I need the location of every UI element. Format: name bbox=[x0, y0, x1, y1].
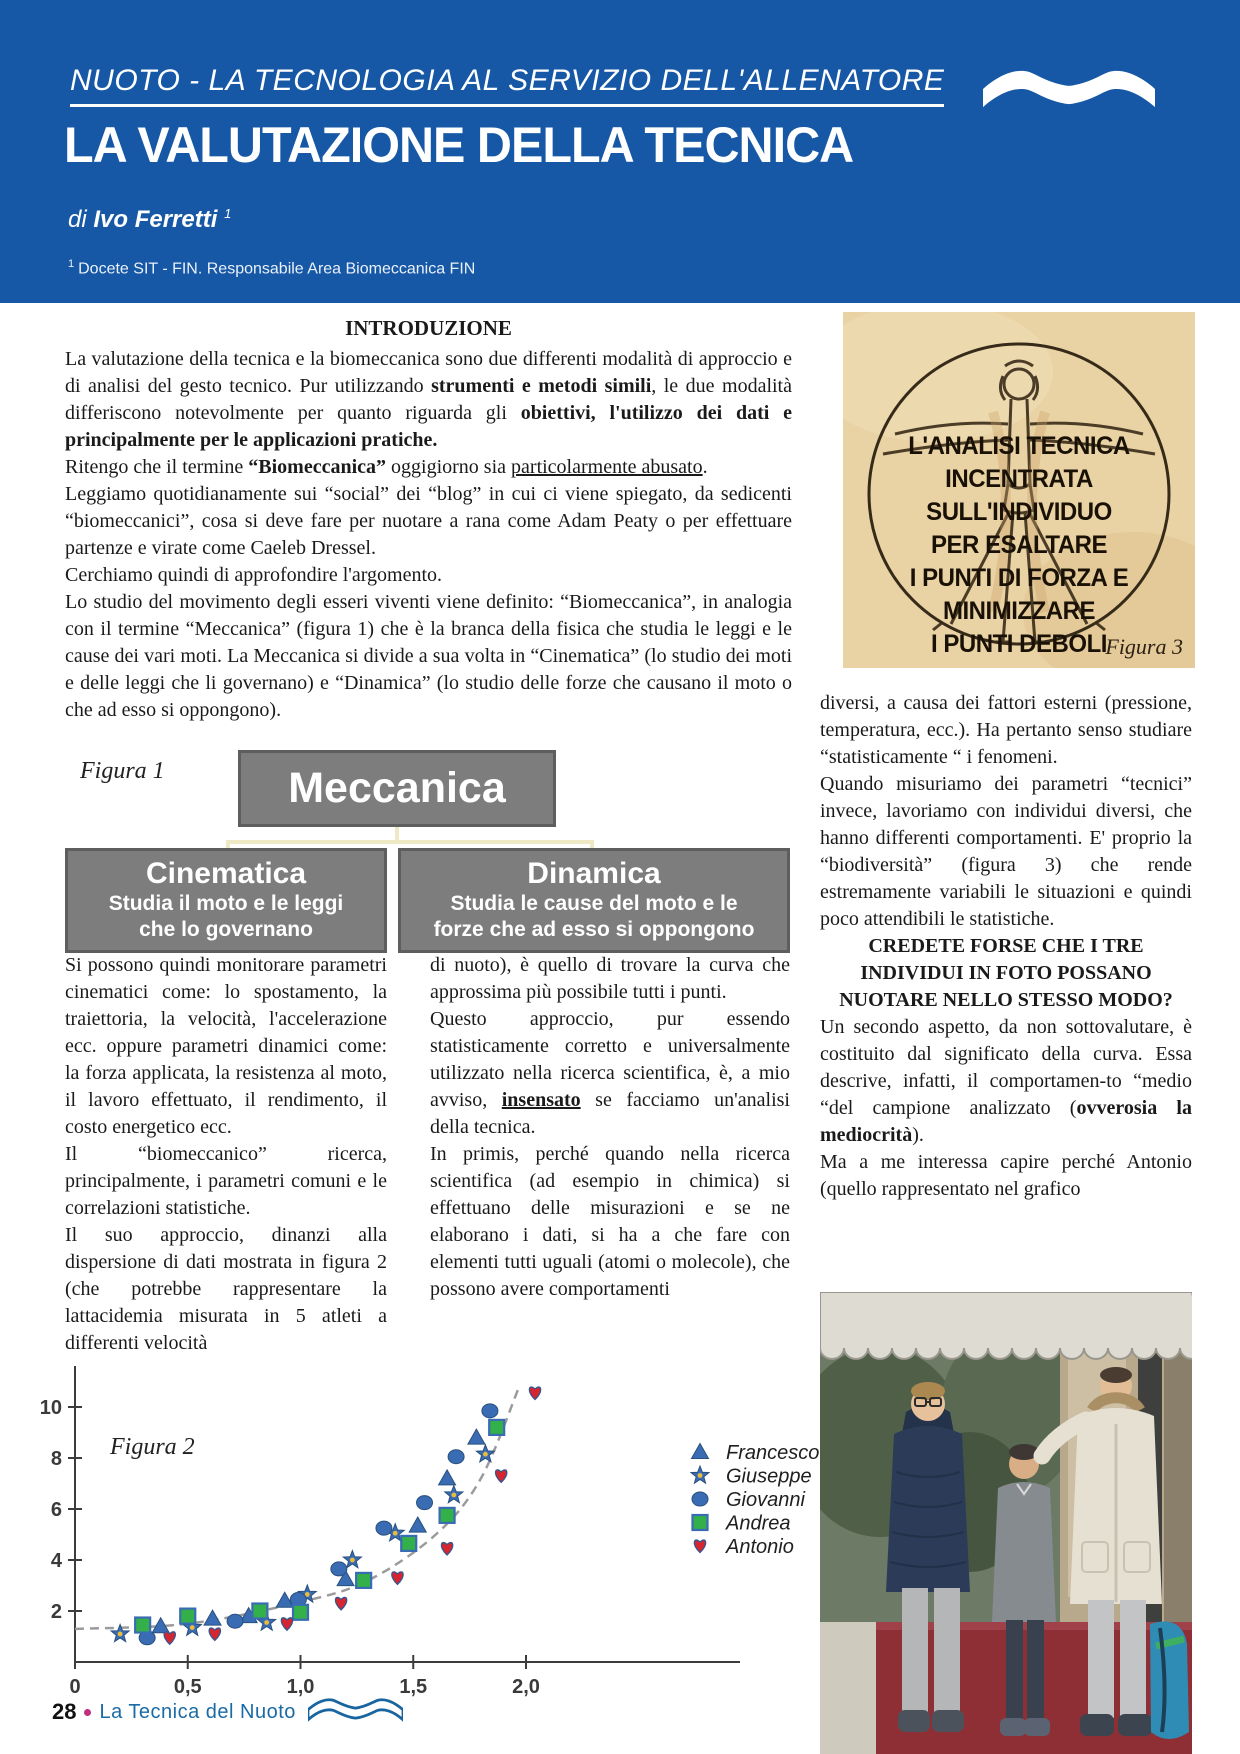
wave-icon bbox=[983, 68, 1155, 118]
author-affiliation: $^1$ Docete SIT - FIN. Responsabile Area Biomeccanica FIN bbox=[68, 258, 476, 278]
text-column-3: diversi, a causa dei fattori esterni (pressione, temperatura, ecc.). Ha pertanto senso studiare “statisticamente “ i fenomeni. Quando misuriamo dei parametri “tecnici” invece, lavoriamo con individui diversi, che hanno differenti comportamenti. E' proprio la “biodiversità” (figura 3) che rende estremamente variabili le situazioni e quindi poco attendibili le statistiche. CREDETE FORSE CHE I TRE INDIVIDUI IN FOTO POSSANO NUOTARE NELLO STESSO MODO? Un secondo aspetto, da non sottovalutare, è costituito dal significato della curva. Essa descrive, infatti, il comportamen-to “medio “del campione analizzato (ovverosia la mediocrità). Ma a me interessa capire perché Antonio (quello rappresentato nel grafico bbox=[820, 692, 1192, 1200]
footer-brand: La Tecnica del Nuoto bbox=[99, 1700, 296, 1723]
diagram-box-meccanica: Meccanica bbox=[238, 750, 556, 827]
svg-text:4: 4 bbox=[50, 1550, 62, 1572]
wave-logo-outline-icon bbox=[308, 1698, 403, 1726]
svg-text:2: 2 bbox=[50, 1601, 62, 1623]
svg-text:0: 0 bbox=[69, 1676, 81, 1698]
footer-dot-icon bbox=[84, 1709, 91, 1716]
svg-text:Andrea: Andrea bbox=[726, 1512, 791, 1535]
diagram-connector bbox=[226, 840, 594, 844]
intro-heading: INTRODUZIONE bbox=[345, 316, 512, 340]
svg-text:Giovanni: Giovanni bbox=[726, 1489, 805, 1511]
svg-text:Francesco: Francesco bbox=[726, 1442, 820, 1464]
author-name: Ivo Ferretti bbox=[93, 206, 218, 233]
figura3-label: Figura 3 bbox=[1105, 634, 1183, 659]
photo-three-swimmers bbox=[820, 1292, 1192, 1754]
svg-text:Giuseppe: Giuseppe bbox=[726, 1465, 812, 1488]
section-kicker: NUOTO - LA TECNOLOGIA AL SERVIZIO DELL'ALLENATORE bbox=[70, 64, 944, 107]
diagram-connector bbox=[395, 827, 399, 840]
svg-text:6: 6 bbox=[50, 1499, 62, 1521]
figura1-label: Figura 1 bbox=[80, 758, 165, 784]
svg-text:2,0: 2,0 bbox=[512, 1676, 540, 1698]
text-column-2: di nuoto), è quello di trovare la curva che approssima più possibile tutti i punti. Questo approccio, pur essendo statisticamente corretto e universalmente utilizzato nella ricerca scientifica, è, a mio avviso, insensato se facciamo un'analisi della tecnica. In primis, perché quando nella ricerca scientifica (ad esempio in chimica) si effettuano delle misurazioni e se ne elaborano i dati, si ha a che fare con elementi tutti uguali (atomi o molecole), che possono avere comportamenti bbox=[430, 954, 790, 1300]
svg-text:0,5: 0,5 bbox=[173, 1676, 202, 1698]
author-footnote-ref: 1 bbox=[224, 206, 232, 221]
affiliation-footnote-ref: 1 bbox=[68, 258, 75, 270]
intro-paragraphs: La valutazione della tecnica e la biomeccanica sono due differenti modalità di approccio e di analisi del gesto tecnico. Pur utilizzando strumenti e metodi simili, le due modalità differiscono notevolmente per quanto riguarda gli obiettivi, l'utilizzo dei dati e principalmente per le applicazioni pratiche. Ritengo che il termine “Biomeccanica” oggigiorno sia particolarmente abusato. Leggiamo quotidianamente sui “social” dei “blog” in cui ci viene spiegato, da sedicenti “biomeccanici”, cosa si deve fare per nuotare a rana come Adam Peaty o per effettuare partenze e virate come Caeleb Dressel. Cerchiamo quindi di approfondire l'argomento. Lo studio del movimento degli esseri viventi viene definito: “Biomeccanica”, in analogia con il termine “Meccanica” (figura 1) che è la branca della fisica che studia le leggi e le cause dei vari moti. La Meccanica si divide a sua volta in “Cinematica” (lo studio dei moti e delle leggi che li governano) e “Dinamica” (lo studio delle forze che causano il moto o che ad esso si oppongono). bbox=[65, 348, 792, 721]
svg-text:Figura 2: Figura 2 bbox=[110, 1434, 195, 1460]
byline bbox=[68, 206, 231, 234]
figura2-chart bbox=[40, 1352, 820, 1700]
text-column-1: Si possono quindi monitorare parametri cinematici come: lo spostamento, la traiettoria, la velocità, l'accelerazione ecc. oppure parametri dinamici come: la forza applicata, la resistenza al moto, il lavoro effettuato, il rendimento, il costo energetico ecc. Il “biomeccanico” ricerca, principalmente, i parametri comuni e le correlazioni statistiche. Il suo approccio, dinanzi alla dispersione di dati mostrata in figura 2 (che potrebbe rappresentare la lattacidemia misurata in 5 atleti a differenti velocità bbox=[65, 954, 387, 1354]
diagram-box-dinamica: Dinamica Studia le cause del moto e le forze che ad esso si oppongono bbox=[398, 848, 790, 953]
figura3-overlay-text: L'ANALISI TECNICA INCENTRATA SULL'INDIVIDUO PER ESALTARE I PUNTI DI FORZA E MINIMIZZARE I PUNTI DEBOLI bbox=[908, 432, 1130, 658]
page-footer bbox=[52, 1698, 403, 1726]
svg-text:10: 10 bbox=[40, 1397, 62, 1419]
diagram-box-cinematica: Cinematica Studia il moto e le leggi che lo governano bbox=[65, 848, 387, 953]
byline-prefix: di bbox=[68, 206, 87, 233]
page-title: LA VALUTAZIONE DELLA TECNICA bbox=[64, 117, 854, 173]
page-number: 28 bbox=[52, 1699, 77, 1724]
svg-text:1,5: 1,5 bbox=[399, 1676, 428, 1698]
svg-text:1,0: 1,0 bbox=[286, 1676, 315, 1698]
figura3-image bbox=[843, 312, 1195, 668]
header-band bbox=[0, 0, 1240, 303]
svg-text:8: 8 bbox=[50, 1448, 62, 1470]
svg-text:Antonio: Antonio bbox=[726, 1536, 794, 1558]
intro-section bbox=[65, 316, 792, 724]
